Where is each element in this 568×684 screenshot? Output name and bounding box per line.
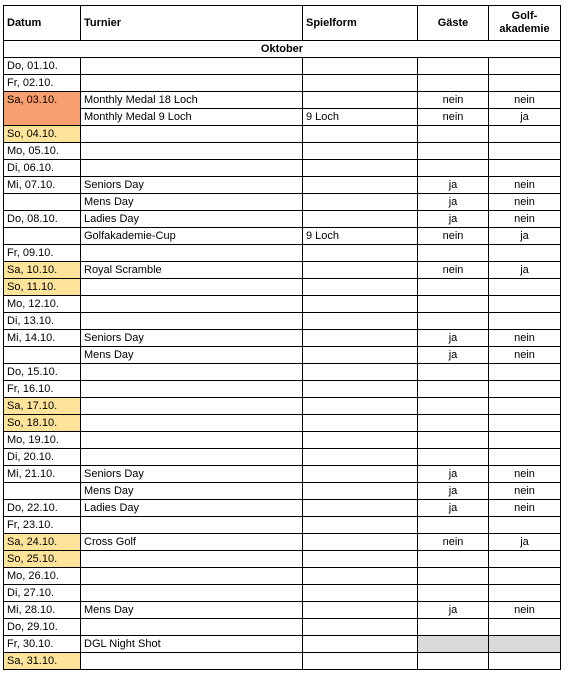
cell-akademie: ja (489, 228, 561, 245)
cell-datum: Mo, 19.10. (4, 432, 81, 449)
cell-spielform (303, 534, 418, 551)
cell-datum: Mi, 07.10. (4, 177, 81, 194)
cell-akademie: nein (489, 330, 561, 347)
cell-turnier: Ladies Day (81, 500, 303, 517)
table-row (4, 381, 561, 398)
cell-akademie: nein (489, 177, 561, 194)
cell-datum: Sa, 10.10. (4, 262, 81, 279)
cell-turnier (81, 160, 303, 177)
table-row (4, 551, 561, 568)
table-row (4, 262, 561, 279)
cell-spielform (303, 653, 418, 670)
cell-datum (4, 194, 81, 211)
table-row (4, 653, 561, 670)
cell-gaeste (418, 415, 489, 432)
cell-datum: So, 18.10. (4, 415, 81, 432)
table-row (4, 92, 561, 109)
cell-spielform (303, 551, 418, 568)
cell-akademie (489, 636, 561, 653)
cell-turnier (81, 279, 303, 296)
cell-spielform (303, 398, 418, 415)
cell-gaeste (418, 449, 489, 466)
cell-gaeste: ja (418, 330, 489, 347)
cell-akademie (489, 126, 561, 143)
table-row (4, 313, 561, 330)
cell-datum: Fr, 30.10. (4, 636, 81, 653)
month-label: Oktober (4, 41, 561, 58)
cell-akademie (489, 58, 561, 75)
cell-gaeste: ja (418, 177, 489, 194)
cell-gaeste: nein (418, 92, 489, 109)
cell-turnier (81, 296, 303, 313)
cell-turnier: Mens Day (81, 194, 303, 211)
cell-spielform (303, 619, 418, 636)
table-row (4, 347, 561, 364)
cell-gaeste (418, 551, 489, 568)
cell-spielform (303, 58, 418, 75)
cell-datum: Mo, 05.10. (4, 143, 81, 160)
cell-gaeste (418, 517, 489, 534)
cell-akademie (489, 364, 561, 381)
cell-spielform (303, 466, 418, 483)
cell-akademie (489, 449, 561, 466)
cell-datum: Do, 01.10. (4, 58, 81, 75)
cell-turnier: Seniors Day (81, 330, 303, 347)
table-row (4, 279, 561, 296)
table-row (4, 75, 561, 92)
cell-datum: Di, 27.10. (4, 585, 81, 602)
cell-spielform (303, 245, 418, 262)
cell-gaeste (418, 245, 489, 262)
cell-datum: Fr, 02.10. (4, 75, 81, 92)
cell-spielform (303, 602, 418, 619)
cell-akademie (489, 653, 561, 670)
cell-akademie: nein (489, 466, 561, 483)
cell-gaeste (418, 58, 489, 75)
table-row (4, 109, 561, 126)
cell-akademie: nein (489, 483, 561, 500)
cell-spielform (303, 500, 418, 517)
cell-gaeste (418, 160, 489, 177)
cell-turnier (81, 381, 303, 398)
cell-spielform (303, 143, 418, 160)
cell-spielform: 9 Loch (303, 109, 418, 126)
cell-gaeste (418, 585, 489, 602)
table-row (4, 500, 561, 517)
header-golfakademie-line2: akademie (499, 23, 550, 35)
cell-spielform: 9 Loch (303, 228, 418, 245)
cell-spielform (303, 75, 418, 92)
table-row (4, 449, 561, 466)
table-row (4, 568, 561, 585)
cell-turnier (81, 585, 303, 602)
cell-akademie: nein (489, 500, 561, 517)
cell-gaeste (418, 75, 489, 92)
cell-turnier (81, 313, 303, 330)
cell-turnier: Royal Scramble (81, 262, 303, 279)
table-row (4, 177, 561, 194)
table-row (4, 330, 561, 347)
cell-gaeste: nein (418, 109, 489, 126)
cell-akademie (489, 160, 561, 177)
cell-gaeste (418, 636, 489, 653)
cell-turnier: Cross Golf (81, 534, 303, 551)
cell-gaeste: nein (418, 228, 489, 245)
cell-spielform (303, 279, 418, 296)
table-row (4, 415, 561, 432)
cell-gaeste (418, 296, 489, 313)
table-row (4, 296, 561, 313)
cell-datum: Di, 06.10. (4, 160, 81, 177)
cell-datum: Sa, 24.10. (4, 534, 81, 551)
cell-turnier (81, 449, 303, 466)
cell-turnier (81, 432, 303, 449)
cell-akademie (489, 313, 561, 330)
cell-akademie: nein (489, 92, 561, 109)
cell-akademie (489, 398, 561, 415)
cell-turnier (81, 58, 303, 75)
table-row (4, 143, 561, 160)
cell-turnier: Ladies Day (81, 211, 303, 228)
cell-datum: So, 04.10. (4, 126, 81, 143)
table-row (4, 636, 561, 653)
cell-akademie (489, 296, 561, 313)
table-row (4, 619, 561, 636)
cell-spielform (303, 160, 418, 177)
cell-spielform (303, 585, 418, 602)
cell-akademie: nein (489, 347, 561, 364)
cell-datum: Do, 08.10. (4, 211, 81, 228)
cell-turnier (81, 364, 303, 381)
cell-spielform (303, 330, 418, 347)
cell-spielform (303, 313, 418, 330)
cell-gaeste (418, 364, 489, 381)
table-row (4, 466, 561, 483)
cell-akademie: nein (489, 602, 561, 619)
cell-gaeste: ja (418, 211, 489, 228)
cell-gaeste (418, 398, 489, 415)
cell-turnier: Monthly Medal 18 Loch (81, 92, 303, 109)
cell-datum: Sa, 03.10. (4, 92, 81, 126)
cell-datum: Mo, 12.10. (4, 296, 81, 313)
cell-turnier (81, 619, 303, 636)
cell-gaeste (418, 126, 489, 143)
cell-spielform (303, 415, 418, 432)
cell-gaeste: ja (418, 194, 489, 211)
cell-akademie: ja (489, 109, 561, 126)
cell-turnier (81, 143, 303, 160)
cell-gaeste: ja (418, 347, 489, 364)
cell-gaeste (418, 653, 489, 670)
cell-datum: Mi, 28.10. (4, 602, 81, 619)
header-golfakademie-line1: Golf- (511, 10, 538, 22)
cell-datum: Fr, 09.10. (4, 245, 81, 262)
tournament-schedule-table (3, 5, 561, 670)
cell-spielform (303, 126, 418, 143)
cell-turnier (81, 126, 303, 143)
month-row (4, 41, 561, 58)
cell-gaeste (418, 381, 489, 398)
cell-datum (4, 228, 81, 245)
header-datum: Datum (4, 6, 81, 41)
cell-spielform (303, 177, 418, 194)
table-row (4, 228, 561, 245)
cell-akademie: nein (489, 194, 561, 211)
table-row (4, 245, 561, 262)
cell-datum: Sa, 17.10. (4, 398, 81, 415)
cell-akademie (489, 517, 561, 534)
cell-spielform (303, 364, 418, 381)
cell-spielform (303, 568, 418, 585)
cell-datum: Di, 13.10. (4, 313, 81, 330)
cell-turnier: DGL Night Shot (81, 636, 303, 653)
cell-turnier: Mens Day (81, 483, 303, 500)
cell-gaeste: ja (418, 466, 489, 483)
cell-datum: Do, 22.10. (4, 500, 81, 517)
table-row (4, 194, 561, 211)
cell-datum: Fr, 23.10. (4, 517, 81, 534)
cell-akademie: nein (489, 211, 561, 228)
cell-turnier (81, 517, 303, 534)
cell-datum (4, 483, 81, 500)
cell-turnier: Seniors Day (81, 466, 303, 483)
cell-spielform (303, 347, 418, 364)
cell-spielform (303, 449, 418, 466)
header-row (4, 6, 561, 41)
cell-datum (4, 347, 81, 364)
table-row (4, 432, 561, 449)
cell-spielform (303, 194, 418, 211)
cell-gaeste (418, 432, 489, 449)
cell-datum: Mi, 21.10. (4, 466, 81, 483)
cell-turnier: Seniors Day (81, 177, 303, 194)
cell-akademie (489, 619, 561, 636)
cell-spielform (303, 636, 418, 653)
cell-akademie (489, 245, 561, 262)
cell-gaeste (418, 568, 489, 585)
cell-turnier: Mens Day (81, 347, 303, 364)
cell-turnier (81, 245, 303, 262)
cell-gaeste (418, 143, 489, 160)
table-row (4, 585, 561, 602)
cell-akademie (489, 415, 561, 432)
cell-akademie (489, 568, 561, 585)
cell-turnier (81, 653, 303, 670)
table-row (4, 398, 561, 415)
cell-akademie (489, 585, 561, 602)
cell-gaeste: ja (418, 602, 489, 619)
cell-datum: Do, 15.10. (4, 364, 81, 381)
table-row (4, 58, 561, 75)
cell-gaeste (418, 313, 489, 330)
cell-turnier: Monthly Medal 9 Loch (81, 109, 303, 126)
cell-spielform (303, 92, 418, 109)
cell-akademie (489, 75, 561, 92)
cell-spielform (303, 262, 418, 279)
header-golfakademie (489, 6, 561, 41)
table-row (4, 534, 561, 551)
cell-akademie (489, 432, 561, 449)
cell-spielform (303, 483, 418, 500)
cell-datum: Fr, 16.10. (4, 381, 81, 398)
cell-datum: So, 25.10. (4, 551, 81, 568)
cell-turnier: Golfakademie-Cup (81, 228, 303, 245)
table-row (4, 517, 561, 534)
table-row (4, 483, 561, 500)
cell-datum: Mi, 14.10. (4, 330, 81, 347)
cell-spielform (303, 381, 418, 398)
header-spielform: Spielform (303, 6, 418, 41)
cell-akademie (489, 143, 561, 160)
cell-gaeste: nein (418, 262, 489, 279)
table-row (4, 602, 561, 619)
cell-akademie (489, 381, 561, 398)
cell-gaeste: nein (418, 534, 489, 551)
table-row (4, 160, 561, 177)
cell-datum: So, 11.10. (4, 279, 81, 296)
cell-gaeste: ja (418, 483, 489, 500)
cell-datum: Di, 20.10. (4, 449, 81, 466)
table-row (4, 364, 561, 381)
cell-gaeste (418, 279, 489, 296)
cell-datum: Mo, 26.10. (4, 568, 81, 585)
cell-turnier (81, 568, 303, 585)
cell-turnier (81, 415, 303, 432)
cell-akademie: ja (489, 262, 561, 279)
cell-spielform (303, 517, 418, 534)
header-gaeste: Gäste (418, 6, 489, 41)
table-row (4, 211, 561, 228)
cell-akademie (489, 279, 561, 296)
header-turnier: Turnier (81, 6, 303, 41)
cell-turnier: Mens Day (81, 602, 303, 619)
cell-turnier (81, 551, 303, 568)
cell-datum: Sa, 31.10. (4, 653, 81, 670)
cell-spielform (303, 211, 418, 228)
cell-gaeste: ja (418, 500, 489, 517)
cell-akademie (489, 551, 561, 568)
cell-gaeste (418, 619, 489, 636)
cell-datum: Do, 29.10. (4, 619, 81, 636)
cell-spielform (303, 296, 418, 313)
cell-turnier (81, 398, 303, 415)
cell-akademie: ja (489, 534, 561, 551)
table-row (4, 126, 561, 143)
cell-turnier (81, 75, 303, 92)
cell-spielform (303, 432, 418, 449)
